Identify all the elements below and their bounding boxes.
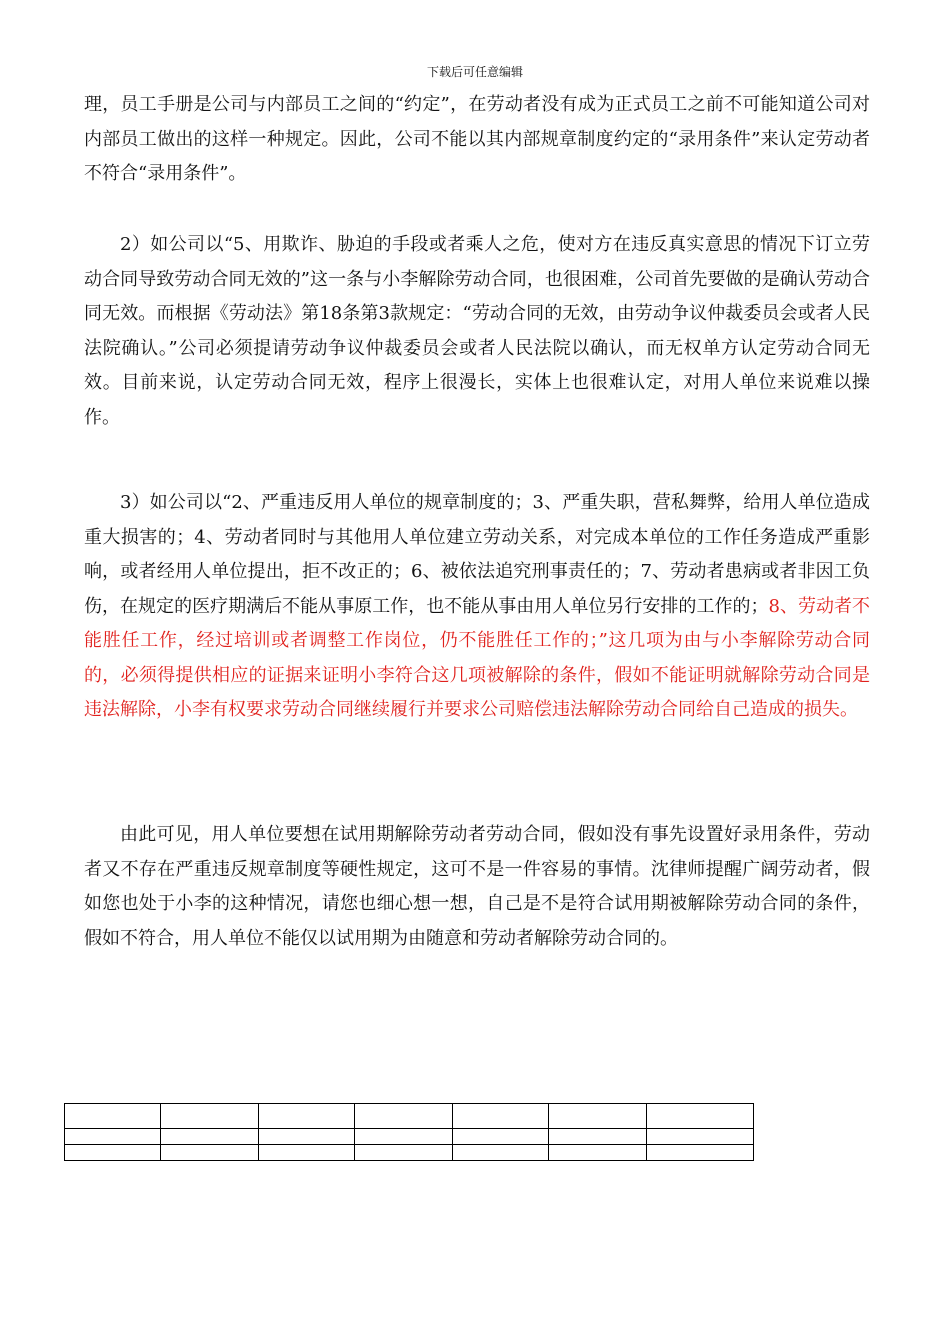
table-cell — [453, 1129, 549, 1145]
table-cell — [259, 1145, 355, 1161]
table-cell — [453, 1104, 549, 1129]
paragraph-4: 由此可见，用人单位要想在试用期解除劳动者劳动合同，假如没有事先设置好录用条件，劳动者又不存在严重违反规章制度等硬性规定，这可不是一件容易的事情。沈律师提醒广阔劳动者，假如您也处于小李的这种情况，请您也细心想一想，自己是不是符合试用期被解除劳动合同的条件，假如不符合，用人单位不能仅以试用期为由随意和劳动者解除劳动合同的。 — [84, 824, 870, 949]
table-cell — [647, 1145, 754, 1161]
paragraph-3-red-text: 8、劳动者不能胜任工作，经过培训或者调整工作岗位，仍不能胜任工作的；”这几项为由与小李解除劳动合同的，必须得提供相应的证据来证明小李符合这几项被解除的条件，假如不能证明就解除劳动合同是违法解除，小李有权要求劳动合同继续履行并要求公司赔偿违法解除劳动合同给自己造成的损失。 — [84, 595, 871, 720]
paragraph-3 — [84, 486, 870, 728]
table-cell — [259, 1129, 355, 1145]
table-cell — [355, 1145, 453, 1161]
blank-table — [64, 1103, 754, 1161]
table-row — [65, 1129, 754, 1145]
table-cell — [65, 1145, 161, 1161]
table-cell — [355, 1129, 453, 1145]
table-cell — [549, 1145, 647, 1161]
paragraph-2: 2）如公司以“5、用欺诈、胁迫的手段或者乘人之危，使对方在违反真实意思的情况下订立劳动合同导致劳动合同无效的”这一条与小李解除劳动合同，也很困难，公司首先要做的是确认劳动合同无效。而根据《劳动法》第18条第3款规定：“劳动合同的无效，由劳动争议仲裁委员会或者人民法院确认。”公司必须提请劳动争议仲裁委员会或者人民法院以确认，而无权单方认定劳动合同无效。目前来说，认定劳动合同无效，程序上很漫长，实体上也很难认定，对用人单位来说难以操作。 — [84, 234, 870, 428]
table-row — [65, 1145, 754, 1161]
table-cell — [161, 1145, 259, 1161]
paragraph-3-black-text: 3）如公司以“2、严重违反用人单位的规章制度的；3、严重失职，营私舞弊，给用人单位造成重大损害的；4、劳动者同时与其他用人单位建立劳动关系，对完成本单位的工作任务造成严重影响，或者经用人单位提出，拒不改正的；6、被依法追究刑事责任的；7、劳动者患病或者非因工负伤，在规定的医疗期满后不能从事原工作，也不能从事由用人单位另行安排的工作的； — [84, 492, 870, 617]
table-cell — [355, 1104, 453, 1129]
table-cell — [549, 1129, 647, 1145]
table-cell — [65, 1104, 161, 1129]
table-cell — [259, 1104, 355, 1129]
page-header: 下载后可任意编辑 — [426, 65, 523, 79]
table-cell — [161, 1104, 259, 1129]
table-cell — [65, 1129, 161, 1145]
table-cell — [647, 1129, 754, 1145]
table-row — [65, 1104, 754, 1129]
table-cell — [549, 1104, 647, 1129]
table-cell — [647, 1104, 754, 1129]
table-cell — [453, 1145, 549, 1161]
paragraph-1: 理，员工手册是公司与内部员工之间的“约定”，在劳动者没有成为正式员工之前不可能知道公司对内部员工做出的这样一种规定。因此，公司不能以其内部规章制度约定的“录用条件”来认定劳动者不符合“录用条件”。 — [84, 94, 870, 184]
table-cell — [161, 1129, 259, 1145]
